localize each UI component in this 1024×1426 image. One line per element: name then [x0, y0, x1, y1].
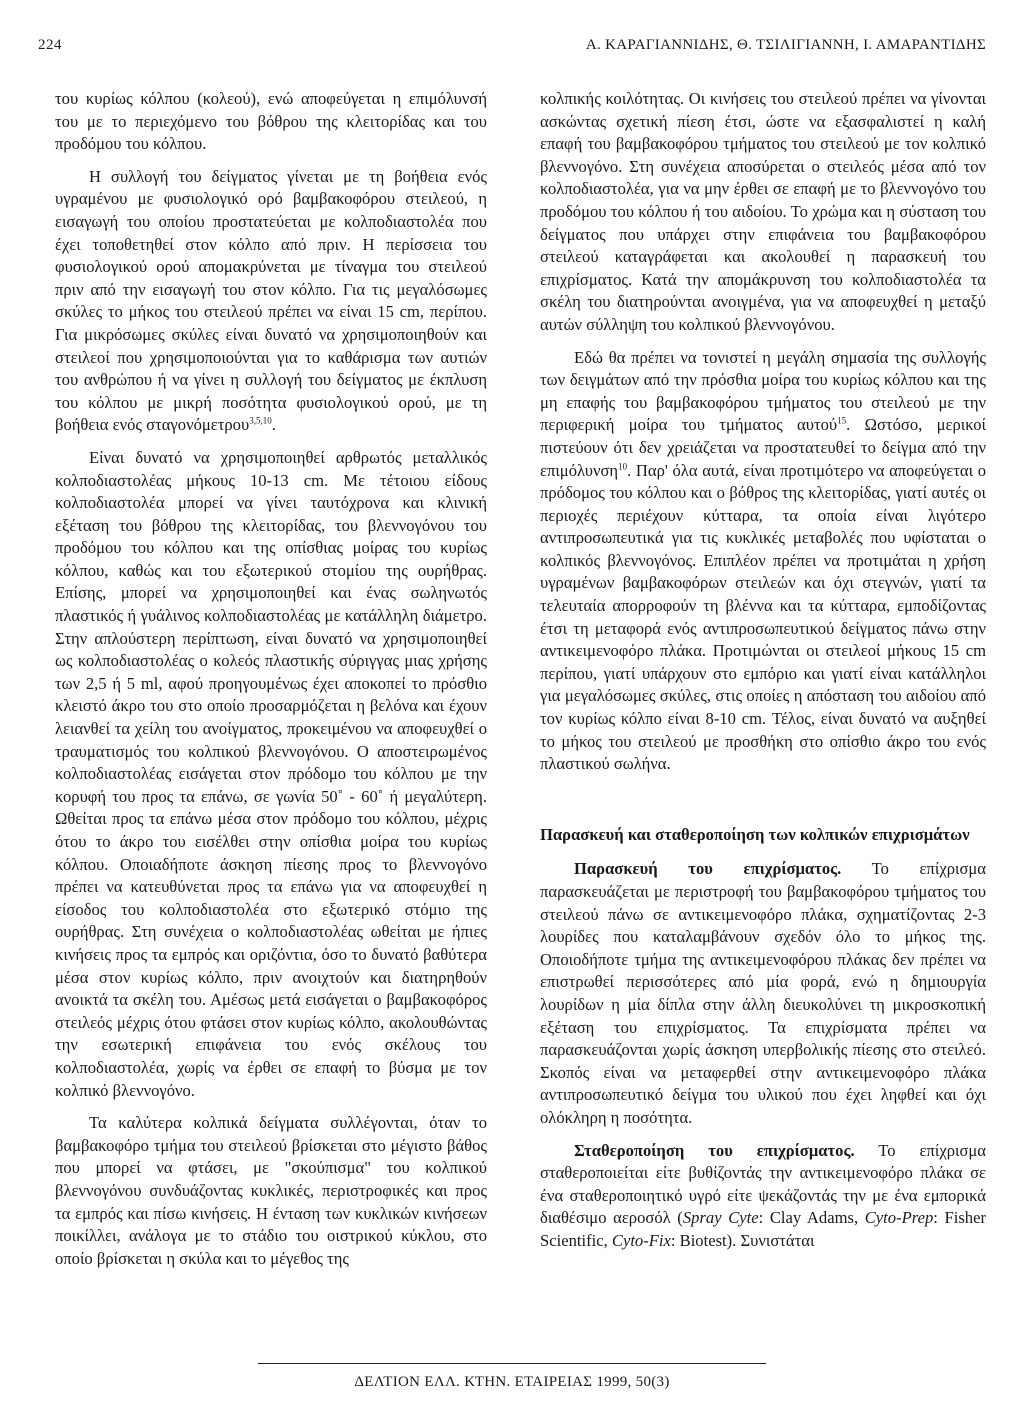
run-in-heading: Σταθεροποίηση του επιχρίσματος.: [574, 1140, 855, 1160]
reference-marker: 10: [618, 460, 628, 471]
paragraph-text: Είναι δυνατό να χρησιμοποιηθεί αρθρωτός μεταλλικός κολποδιαστολέας μήκους 10-13 cm. Με τέτοιου είδους κολποδιαστολέα μπορεί να γίνει ταυτόχρονα και κλινική εξέταση του βόθρου της κλειτορίδας, του βλεννογόνου του προδόμου του κόλπου και της οπίσθιας μοίρας του κυρίως κόλπου, καθώς και του εξωτερικού στομίου της ουρήθρας. Επίσης, μπορεί να χρησιμοποιηθεί και ένας σωληνωτός πλαστικός ή γυάλινος κολποδιαστολέας με κατάλληλη διάμετρο. Στην απλούστερη περίπτωση, είναι δυνατό να χρησιμοποιηθεί ως κολποδιαστολέας ο κολεός πλαστικής σύριγγας μιας χρήσης των 2,5 ή 5 ml, αφού προηγουμένως έχει αποκοπεί το πρόσθιο κλειστό άκρο του στο οποίο προσαρμόζεται η βελόνα και έχουν λειανθεί τα χείλη του ανοίγματος, προκειμένου να αποφευχθεί ο τραυματισμός του κολπικού βλεννογόνου. Ο αποστειρωμένος κολποδιαστολέας εισάγεται στον πρόδομο του κόλπου με την κορυφή του προς τα επάνω, σε γωνία 50˚ - 60˚ ή μεγαλύτερη. Ωθείται προς τα επάνω μέσα στον πρόδομο του κόλπου, μέχρις ότου το άκρο του εισέλθει στην οπίσθια μοίρα του κυρίως κόλπου. Οποιαδήποτε άσκηση πίεσης προς το βλεννογόνο πρέπει να κατευθύνεται προς τα επάνω για να αποφευχθεί η είσοδος του κολποδιαστολέα στο εξωτερικό στόμιο της ουρήθρας. Στη συνέχεια ο κολποδιαστολέας ωθείται με ήπιες κινήσεις προς τα εμπρός και οριζόντια, όσο το δυνατό βαθύτερα μέσα στον κυρίως κόλπο, πριν ανοιχτούν και διατηρηθούν ανοικτά τα σκέλη του. Αμέσως μετά εισάγεται ο βαμβακοφόρος στειλεός μέχρις ότου φτάσει στον κυρίως κόλπο, ακολουθώντας την εσωτερική επιφάνεια του ενός σκέλους του κολποδιαστολέα, χωρίς να έρθει σε επαφή το βύσμα με τον κολπικό βλεννογόνο.: [55, 447, 487, 1100]
paragraph: [55, 88, 487, 156]
paragraph-text: : Clay Adams,: [758, 1208, 865, 1228]
paragraph-text: Το επίχρισμα παρασκευάζεται με περιστροφή του βαμβακοφόρου τμήματος του στειλεού πάνω σε αντικειμενοφόρο πλάκα, σχηματίζοντας 2-3 λουρίδες που καταλαμβάνουν σχεδόν όλο το μήκος της. Οποιοδήποτε τμήμα της αντικειμενοφόρου πλάκας δεν πρέπει να επιστρωθεί περισσότερες από μία φορά, ενώ η δημιουργία λουρίδων η μία δίπλα στην άλλη διευκολύνει τη μικροσκοπική εξέταση του επιχρίσματος. Τα επιχρίσματα πρέπει να παρασκευάζονται χωρίς άσκηση υπερβολικής πίεσης στο στειλεό. Σκοπός είναι να μεταφερθεί στην αντικειμενοφόρο πλάκα αντιπροσωπευτικό δείγμα του υλικού που έχει ληφθεί και όχι ολόκληρη η ποσότητα.: [540, 859, 986, 1127]
paragraph-text: Τα καλύτερα κολπικά δείγματα συλλέγονται, όταν το βαμβακοφόρο τμήμα του στειλεού βρίσκεται στο μέγιστο βάθος που μπορεί να φτάσει, με "σκούπισμα" του κολπικού βλεννογόνου συνδυάζοντας κυκλικές, περιστροφικές και προς τα εμπρός και πίσω κινήσεις. Η ένταση των κυκλικών κινήσεων ποικίλλει, ανάλογα με το στάδιο του οιστρικού κύκλου, στο οποίο βρίσκεται η σκύλα και το μέγεθος της: [55, 1113, 487, 1268]
left-column: [55, 88, 487, 1270]
paragraph: [540, 347, 986, 776]
paragraph-text: κολπικής κοιλότητας. Οι κινήσεις του στειλεού πρέπει να γίνονται ασκώντας σχετική πίεση έτσι, ώστε να εξασφαλιστεί η καλή επαφή του βαμβακοφόρου τμήματος του στειλεού με τον κολπικό βλεννογόνο. Στη συνέχεια αποσύρεται ο στειλεός μέσα από τον κολποδιαστολέα, για να μην έρθει σε επαφή με το βλεννογόνο του προδόμου του κόλπου ή του αιδοίου. Το χρώμα και η σύσταση του δείγματος που υπάρχει στην επιφάνεια του βαμβακοφόρου στειλεού καταγράφεται και ακολουθεί η παρασκευή του επιχρίσματος. Κατά την απομάκρυνση του κολποδιαστολέα τα σκέλη του διατηρούνται ανοιγμένα, για να αποφευχθεί η μεταξύ αυτών σύλληψη του κολπικού βλεννογόνου.: [540, 89, 986, 334]
paragraph-text: : Biotest). Συνιστάται: [670, 1230, 815, 1250]
paragraph: [55, 1112, 487, 1270]
paragraph-text: Εδώ θα πρέπει να τονιστεί η μεγάλη σημασία της συλλογής των δειγμάτων από την πρόσθια μοίρα του κυρίως κόλπου και της μη επαφής του βαμβακοφόρου τμήματος του στειλεού με την περιφερική μοίρα του τμήματος αυτού: [540, 347, 986, 435]
journal-footer: ΔΕΛΤΙΟΝ ΕΛΛ. ΚΤΗΝ. ΕΤΑΙΡΕΙΑΣ 1999, 50(3): [354, 1374, 670, 1390]
reference-marker: 15: [837, 415, 847, 426]
right-column: [540, 88, 986, 1253]
paragraph-text: Το επίχρισμα σταθεροποιείται είτε βυθίζοντάς την αντικειμενοφόρο πλάκα σε ένα σταθεροποιητικό υγρό είτε ψεκάζοντάς την με ένα εμπορικά διαθέσιμο αεροσόλ (: [540, 1140, 986, 1228]
paragraph-text: . Ωστόσο, μερικοί πιστεύουν ότι δεν χρειάζεται να προστατευθεί το δείγμα από την επιμόλυνση: [540, 415, 986, 480]
product-name: Cyto-Prep: [864, 1208, 934, 1228]
paragraph-text: . Παρ' όλα αυτά, είναι προτιμότερο να αποφεύγεται ο πρόδομος του κόλπου και ο βόθρος της κλειτορίδας, γιατί αυτές οι περιοχές περιέχουν κύτταρα, τα οποία είναι λιγότερο αντιπροσωπευτικά για τις κυκλικές μεταβολές που υφίσταται ο κολπικός βλεννογόνος. Επιπλέον πρέπει να προτιμάται η χρήση υγραμένων βαμβακοφόρων στειλεών και όχι στεγνών, γιατί τα τελευταία απορροφούν τη βλέννα και τα κύτταρα, εμποδίζοντας έτσι τη μεταφορά ενός αντιπροσωπευτικού δείγματος πάνω στην αντικειμενοφόρο πλάκα. Προτιμώνται οι στειλεοί μήκους 15 cm περίπου, γιατί υπάρχουν στο εμπόριο και γιατί είναι κατάλληλοι για μεγαλόσωμες σκύλες, στις οποίες η απόσταση του αιδοίου από τον κυρίως κόλπο είναι 8-10 cm. Τέλος, είναι δυνατό να αυξηθεί το μήκος του στειλεού με προσθήκη στο οπίσθιο άκρο του ενός πλαστικού σωλήνα.: [540, 460, 986, 774]
paragraph: [540, 88, 986, 337]
paragraph: [540, 1140, 986, 1253]
running-head-authors: Α. ΚΑΡΑΓΙΑΝΝΙΔΗΣ, Θ. ΤΣΙΛΙΓΙΑΝΝΗ, Ι. ΑΜΑΡΑΝΤΙΔΗΣ: [585, 37, 986, 53]
paragraph: [540, 858, 986, 1129]
run-in-heading: Παρασκευή του επιχρίσματος.: [574, 859, 842, 879]
paragraph: [55, 447, 487, 1102]
paragraph-text: : Fisher Scientific,: [540, 1208, 986, 1250]
product-name: Spray Cyte: [682, 1208, 759, 1228]
section-heading: Παρασκευή και σταθεροποίηση των κολπικών επιχρισμάτων: [540, 824, 970, 844]
product-name: Cyto-Fix: [611, 1230, 671, 1250]
reference-marker: 3,5,10: [249, 415, 272, 426]
paragraph: [55, 166, 487, 437]
paragraph-text: Η συλλογή του δείγματος γίνεται με τη βοήθεια ενός υγραμένου με φυσιολογικό ορό βαμβακοφόρου στειλεού, η εισαγωγή του οποίου προστατεύεται με κολποδιαστολέα που έχει τοποθετηθεί στον κόλπο από πριν. Η περίσσεια του φυσιολογικού ορού απομακρύνεται με τίναγμα του στειλεού πριν από την εισαγωγή του στον κόλπο. Για τις μεγαλόσωμες σκύλες το μήκος του στειλεού πρέπει να είναι 15 cm, περίπου. Για μικρόσωμες σκύλες είναι δυνατό να χρησιμοποιηθούν και στειλεοί που χρησιμοποιούνται για το καθάρισμα των αυτιών του ανθρώπου ή να γίνει η συλλογή του δείγματος με έκπλυση του κόλπου με μικρή ποσότητα φυσιολογικού ορού, με τη βοήθεια ενός σταγονόμετρου: [55, 166, 487, 435]
footer-divider: [258, 1363, 766, 1364]
paragraph-text: .: [271, 415, 276, 435]
page-number: 224: [38, 37, 62, 53]
paragraph-text: του κυρίως κόλπου (κολεού), ενώ αποφεύγεται η επιμόλυνσή του με το περιεχόμενο του βόθρου της κλειτορίδας και του προδόμου του κόλπου.: [55, 89, 487, 154]
